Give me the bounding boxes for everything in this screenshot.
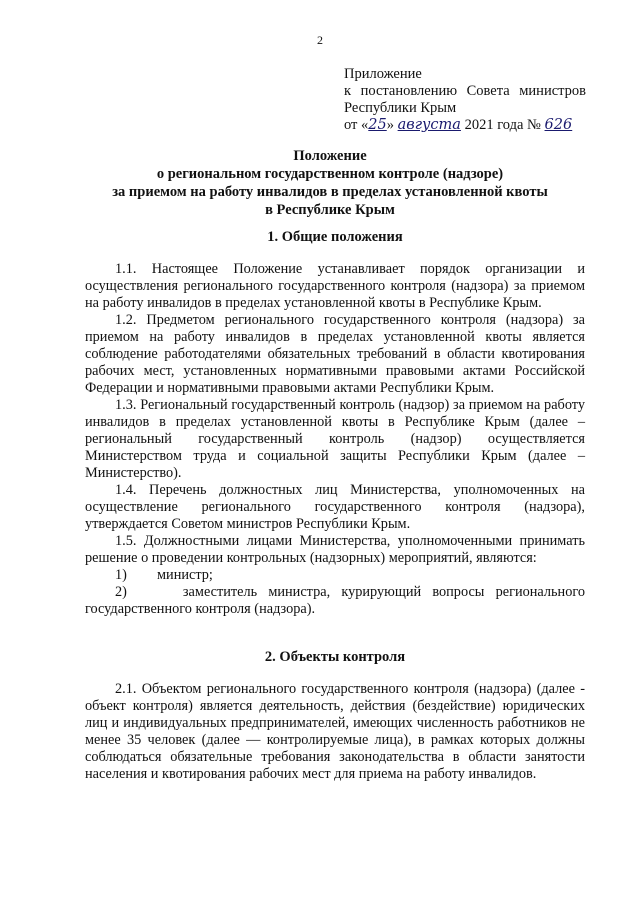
paragraph-1-3: 1.3. Региональный государственный контроль (надзор) за приемом на работу инвалидов в пределах установленной квоты в Республике Крым (далее – региональный государственный контроль (надзор) осуществляется Министерством труда и социальной защиты Республики Крым (далее – Министерство). xyxy=(85,397,585,481)
section-2-body xyxy=(85,681,585,783)
section-2-heading: 2. Объекты контроля xyxy=(264,649,406,665)
list-item: 2) заместитель министра, курирующий вопросы регионального государственного контроля (надзора). xyxy=(85,584,585,617)
appendix-date-line: от «25» августа 2021 года № 626 xyxy=(344,117,573,133)
appendix-line-3: Республики Крым xyxy=(344,100,457,116)
appendix-line-2: к постановлению Совета министров xyxy=(344,83,586,99)
list-item: 1) министр; xyxy=(115,567,213,583)
paragraph-1-5: 1.5. Должностными лицами Министерства, уполномоченными принимать решение о проведении контрольных (надзорных) мероприятий, являются: xyxy=(85,533,585,566)
paragraph-1-1: 1.1. Настоящее Положение устанавливает порядок организации и осуществления регионального государственного контроля (надзора) за приемом на работу инвалидов в пределах установленной квоты в Республике Крым. xyxy=(85,261,585,311)
paragraph-1-2: 1.2. Предметом регионального государственного контроля (надзора) за приемом на работу инвалидов в пределах установленной квоты является соблюдение работодателями обязательных требований в области квотирования рабочих мест, установленных нормативными правовыми актами Российской Федерации и нормативными правовыми актами Республики Крым. xyxy=(85,312,585,396)
document-title: Положение о региональном государственном контроле (надзоре) за приемом на работу инвалидов в пределах установленной квоты в Республике Крым xyxy=(112,148,548,218)
handwritten-day: 25 xyxy=(368,117,387,133)
section-1-heading: 1. Общие положения xyxy=(267,229,403,245)
section-1-body xyxy=(85,261,585,618)
page-number: 2 xyxy=(317,33,323,47)
handwritten-number: 626 xyxy=(544,117,573,133)
paragraph-1-4: 1.4. Перечень должностных лиц Министерства, уполномоченных на осуществление регионального государственного контроля (надзора), утверждается Советом министров Республики Крым. xyxy=(85,482,585,532)
paragraph-2-1: 2.1. Объектом регионального государственного контроля (надзора) (далее - объект контроля) является деятельность, действия (бездействие) юридических лиц и индивидуальных предпринимателей, имеющих численность работников не менее 35 человек (далее — контролируемые лица), в рамках которых должны соблюдаться обязательные требования законодательства в области занятости населения и квотирования рабочих мест для приема на работу инвалидов. xyxy=(85,681,585,782)
handwritten-month: августа xyxy=(397,117,461,133)
appendix-block xyxy=(344,66,586,134)
appendix-label: Приложение xyxy=(344,66,422,82)
